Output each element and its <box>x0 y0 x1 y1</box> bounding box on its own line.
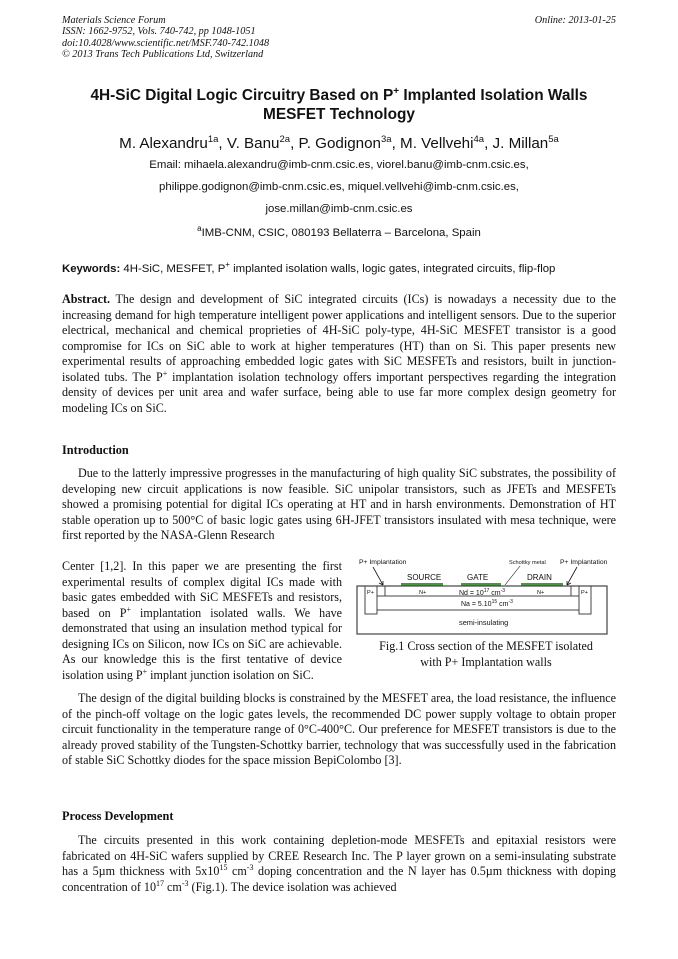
affiliation-text: IMB-CNM, CSIC, 080193 Bellaterra – Barcelona, Spain <box>201 226 481 239</box>
email-line[interactable]: Email: mihaela.alexandru@imb-cnm.csic.es, viorel.banu@imb-cnm.csic.es, <box>149 159 529 171</box>
keywords <box>62 258 618 276</box>
proc-sup2: -3 <box>246 862 254 872</box>
intro2-a: Center [1,2]. In this paper we are presenting the first experimental results of complex digital ICs made with basic gates embedded with SiC MESFETs and resistors, based on P <box>62 559 342 620</box>
author-separator: , <box>290 135 299 153</box>
na-cm: cm <box>499 601 509 608</box>
keywords-label: Keywords: <box>62 262 121 275</box>
label-schottky: Schottky metal <box>509 560 546 566</box>
caption-line-2: with P+ Implantation walls <box>420 654 552 669</box>
label-gate: GATE <box>467 573 489 582</box>
author-name: J. Millan <box>492 135 549 153</box>
arrow-schottky <box>505 566 520 585</box>
journal-name: Materials Science Forum <box>62 15 166 26</box>
title-line1-post: Implanted Isolation Walls <box>399 87 588 105</box>
label-source: SOURCE <box>407 573 442 582</box>
label-na <box>461 599 513 608</box>
introduction-paragraph-3: The design of the digital building blocks is constrained by the MESFET area, the load resistance, the influence of the pinch-off voltage on the logic gates levels, the recommended DC power supply voltage to obtain proper circuit functionality in the temperature range of 0°C-400°C. Our preference for MESFET transistors is due to the already proved stability of the Tungsten-Schottky barrier, technology that was successfully used in the fabrication of stable SiC Schottky diodes for the space mission BepiColombo [3]. <box>62 691 616 767</box>
process-paragraph-1 <box>62 833 616 895</box>
author-separator: , <box>484 135 493 153</box>
caption-line-1: Fig.1 Cross section of the MESFET isolated <box>379 639 593 653</box>
author-separator: , <box>218 135 227 153</box>
label-drain: DRAIN <box>527 573 552 582</box>
email-line[interactable]: philippe.godignon@imb-cnm.csic.es, miquel.vellvehi@imb-cnm.csic.es, <box>159 181 519 193</box>
label-pplus-left: P+ <box>367 590 374 596</box>
proc-a: The circuits presented in this work containing depletion-mode MESFETs and epitaxial resistors were fabricated on 4H-SiC wafers supplied by CREE Research Inc. The P layer grown on a semi-insulating substrate has a 5µm thickness with 5x10 <box>62 833 616 878</box>
abstract <box>62 292 616 416</box>
introduction-paragraph-1: Due to the latterly impressive progresses in the manufacturing of high quality SiC substrates, the possibility of developing new circuit applications is now feasible. SiC unipolar transistors, such as JFETs and MESFETs showed a promising potential for digital ICs operating at HT and in harsh environments. Demonstration of HT stable operation up to 500°C of basic logic gates using 6H-JFET transistors insulated with mesa technique, were first reported by the NASA-Glenn Research <box>62 466 616 542</box>
nd-cm: cm <box>491 590 501 597</box>
keywords-sup: + <box>225 260 230 269</box>
proc-sup1: 15 <box>219 862 228 872</box>
author-name: V. Banu <box>226 135 280 153</box>
author-sup: 4a <box>473 134 485 145</box>
intro2-c: implant junction isolation on SiC. <box>147 667 314 682</box>
title-line1-pre: 4H-SiC Digital Logic Circuitry Based on P <box>90 87 394 105</box>
label-nplus-left: N+ <box>419 590 427 596</box>
intro2-b: implantation isolated walls. We have demonstrated that using an insulation method typical for designing ICs on Silicon, now ICs on SiC are achievable. As our knowledge this is the first tentative of device isolation using P <box>62 605 343 682</box>
nd-cm-exp: -3 <box>500 588 506 594</box>
label-semi: semi-insulating <box>459 618 509 627</box>
journal-issn: ISSN: 1662-9752, Vols. 740-742, pp 1048-1051 <box>62 26 256 38</box>
na-text: Na = 5.10 <box>461 601 492 608</box>
journal-doi[interactable]: doi:10.4028/www.scientific.net/MSF.740-742.1048 <box>62 37 270 49</box>
mesfet-diagram <box>355 553 617 635</box>
affiliation <box>40 222 638 240</box>
author-sup: 2a <box>279 134 291 145</box>
label-pplus-right: P+ <box>581 590 588 596</box>
nd-text: Nd = 10 <box>459 590 484 597</box>
author-separator: , <box>391 135 401 153</box>
author-name: M. Vellvehi <box>400 135 474 153</box>
affiliation-sup: a <box>197 224 202 233</box>
arrow-left <box>373 567 383 585</box>
arrow-right <box>567 567 577 585</box>
author-sup: 5a <box>548 134 559 145</box>
title-sup: + <box>393 86 400 97</box>
na-cm-exp: -3 <box>508 599 513 605</box>
abstract-text-post: implantation isolation technology offers important perspectives regarding the integration density of devices per unit area and wafer surface, being able to use far more complex design geometry for modeling ICs on SiC. <box>62 369 616 415</box>
online-date: Online: 2013-01-25 <box>534 15 616 26</box>
na-exp: 15 <box>491 599 498 605</box>
section-heading-introduction: Introduction <box>62 443 129 457</box>
email-line[interactable]: jose.millan@imb-cnm.csic.es <box>265 203 413 215</box>
author-name: M. Alexandru <box>119 135 208 153</box>
label-nplus-right: N+ <box>537 590 545 596</box>
author-sup: 3a <box>381 134 392 145</box>
introduction-paragraph-2 <box>62 559 342 683</box>
author-emails <box>40 154 638 220</box>
nd-exp: 17 <box>483 588 490 594</box>
proc-e: (Fig.1). The device isolation was achieved <box>188 879 397 894</box>
proc-sup3: 17 <box>156 878 165 888</box>
paper-title <box>40 82 638 124</box>
author-name: P. Godignon <box>298 135 382 153</box>
journal-header <box>62 15 616 61</box>
proc-d: cm <box>164 879 182 894</box>
abstract-text-pre: The design and development of SiC integrated circuits (ICs) is nowadays a necessity due to the increasing demand for high temperature intelligent power applications and intelligent sensors. Due to the superior electrical, mechanical and chemical proprieties of 4H-SiC poly-type, 4H-SiC MESFET transistor is a good compromise for ICs on SiC able to work at higher temperatures (HT) than on Si. This paper presents new experimental results of approaching embedded logic gates with SiC MESFETs and resistors, built in junction-isolated tubs. The P <box>62 292 616 384</box>
keywords-post: implanted isolation walls, logic gates, integrated circuits, flip-flop <box>229 262 556 275</box>
intro2-sup2: + <box>142 666 148 676</box>
figure-1-caption <box>355 639 617 670</box>
label-nd <box>459 588 505 597</box>
proc-sup4: -3 <box>181 878 189 888</box>
abstract-label: Abstract. <box>62 292 111 306</box>
label-p-impl-right: P+ Implantation <box>560 559 608 566</box>
section-heading-process-development: Process Development <box>62 809 174 823</box>
abstract-sup: + <box>162 368 168 378</box>
keywords-pre: 4H-SiC, MESFET, P <box>120 262 226 275</box>
proc-b: cm <box>227 864 247 878</box>
title-line2: MESFET Technology <box>263 106 415 124</box>
intro2-sup1: + <box>126 604 131 614</box>
author-list <box>40 131 638 153</box>
journal-copyright: © 2013 Trans Tech Publications Ltd, Switzerland <box>62 49 264 61</box>
label-p-impl-left: P+ Implantation <box>359 559 407 566</box>
author-sup: 1a <box>207 134 219 145</box>
proc-c: doping concentration and the N layer has 0.5µm thickness with doping concentration of 10 <box>62 864 616 894</box>
